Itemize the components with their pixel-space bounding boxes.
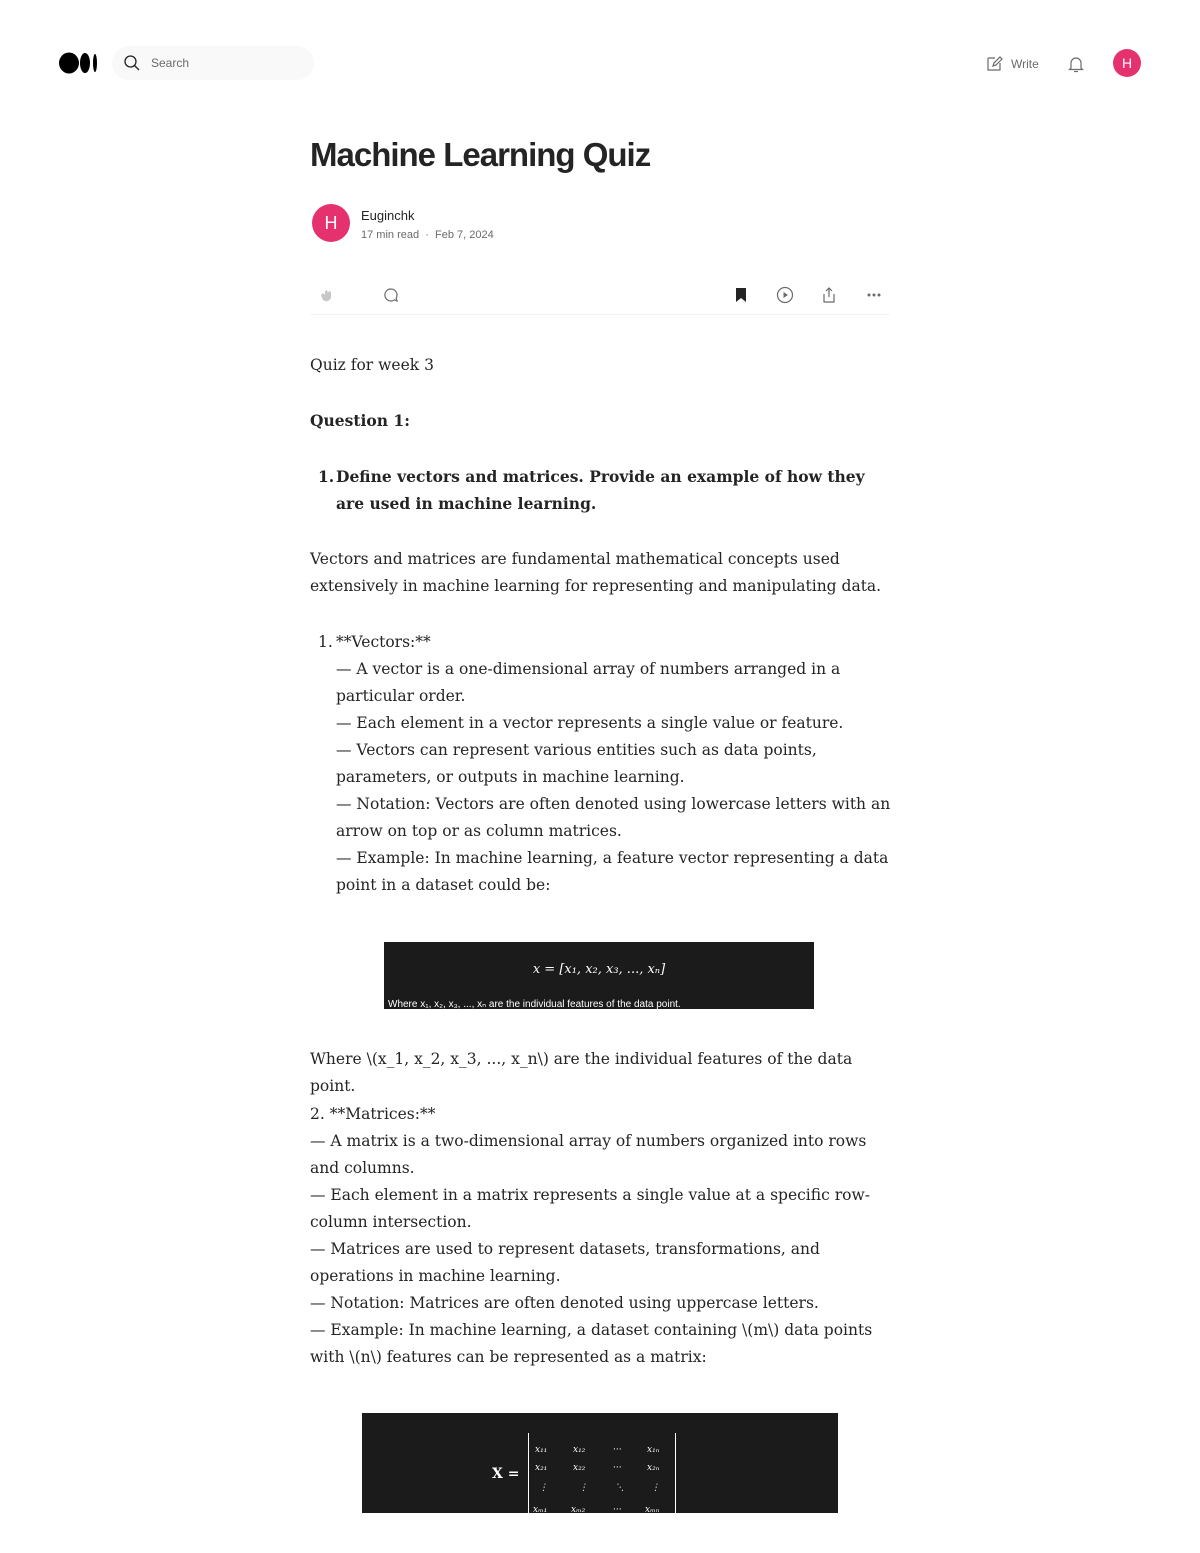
vectors-heading: **Vectors:** [336, 633, 431, 651]
matrix-cell: x₂₂ [573, 1463, 586, 1473]
search-bar[interactable] [112, 46, 314, 80]
author-avatar[interactable]: H [312, 204, 350, 242]
matrices-line: — Matrices are used to represent datasets, transformations, and operations in machine learning. [310, 1240, 820, 1285]
equation-image-matrix [362, 1413, 838, 1513]
matrix-cell: x₂₁ [535, 1463, 548, 1473]
share-icon[interactable] [820, 286, 838, 304]
matrix-cell: x₁₂ [573, 1445, 586, 1455]
equation-image-vector [384, 942, 814, 1009]
more-options-icon[interactable] [865, 286, 883, 304]
matrices-section [310, 1101, 890, 1371]
matrix-cell: ⋮ [651, 1483, 660, 1493]
meta-separator: · [425, 229, 429, 241]
matrices-line: — A matrix is a two-dimensional array of numbers organized into rows and columns. [310, 1132, 867, 1177]
article-title: Machine Learning Quiz [310, 136, 651, 173]
matrix-cell: ··· [613, 1505, 622, 1515]
vectors-line: — Example: In machine learning, a feature vector representing a data point in a dataset could be: [336, 849, 889, 894]
matrix-cell: ··· [613, 1445, 622, 1455]
matrix-cell: ⋱ [615, 1483, 624, 1493]
matrix-cell: ⋮ [539, 1483, 548, 1493]
article-action-bar [310, 276, 890, 315]
search-input[interactable]: Search [151, 56, 190, 70]
listen-icon[interactable] [776, 286, 794, 304]
matrix-label: X = [492, 1466, 520, 1482]
comment-icon[interactable] [382, 286, 400, 304]
write-button[interactable] [985, 54, 1039, 74]
question-text: Define vectors and matrices. Provide an example of how they are used in machine learning. [336, 467, 865, 513]
user-avatar[interactable]: H [1113, 49, 1141, 77]
read-time: 17 min read [361, 229, 420, 241]
write-icon [985, 55, 1003, 73]
vector-formula: x = [x₁, x₂, x₃, ..., xₙ] [532, 962, 666, 977]
search-icon [123, 54, 141, 72]
question-item [318, 463, 892, 517]
matrices-line: — Notation: Matrices are often denoted using uppercase letters. [310, 1294, 819, 1312]
matrix-cell: xₘ₂ [571, 1505, 586, 1515]
matrix-cell: x₁₁ [535, 1445, 548, 1455]
vectors-number: 1. [318, 633, 333, 651]
vectors-section [318, 629, 892, 899]
clap-icon[interactable] [318, 286, 336, 304]
write-label: Write [1011, 57, 1039, 71]
matrix-grid [528, 1433, 676, 1513]
vectors-line: — Notation: Vectors are often denoted using lowercase letters with an arrow on top or as column matrices. [336, 795, 891, 840]
matrix-cell: xₘ₁ [533, 1505, 548, 1515]
author-name[interactable]: Euginchk [361, 208, 415, 223]
intro-paragraph: Quiz for week 3 [310, 356, 434, 374]
vectors-line: — Vectors can represent various entities such as data points, parameters, or outputs in machine learning. [336, 741, 817, 786]
vector-caption: Where x₁, x₂, x₃, ..., xₙ are the individual features of the data point. [388, 999, 681, 1010]
matrix-cell: xₘₙ [645, 1505, 660, 1515]
notifications-bell-icon[interactable] [1066, 54, 1086, 74]
bookmark-icon[interactable] [732, 286, 750, 304]
medium-logo-icon[interactable] [59, 52, 99, 74]
after-equation-paragraph: Where \(x_1, x_2, x_3, ..., x_n\) are the individual features of the data point. [310, 1050, 853, 1095]
matrix-cell: x₂ₙ [647, 1463, 660, 1473]
vectors-line: — Each element in a vector represents a single value or feature. [336, 714, 844, 732]
matrix-cell: ··· [613, 1463, 622, 1473]
answer-intro: Vectors and matrices are fundamental mathematical concepts used extensively in machine learning for representing and manipulating data. [310, 550, 882, 595]
matrices-line: — Each element in a matrix represents a single value at a specific row-column intersection. [310, 1186, 870, 1231]
question-heading: Question 1: [310, 411, 410, 430]
matrix-cell: x₁ₙ [647, 1445, 660, 1455]
vectors-line: — A vector is a one-dimensional array of numbers arranged in a particular order. [336, 660, 841, 705]
matrices-heading: 2. **Matrices:** [310, 1105, 436, 1123]
article-meta [361, 229, 494, 241]
question-number: 1. [318, 467, 335, 486]
publish-date: Feb 7, 2024 [435, 229, 494, 241]
matrices-line: — Example: In machine learning, a dataset containing \(m\) data points with \(n\) features can be represented as a matrix: [310, 1321, 873, 1366]
top-bar [0, 0, 1200, 126]
matrix-cell: ⋮ [579, 1483, 588, 1493]
